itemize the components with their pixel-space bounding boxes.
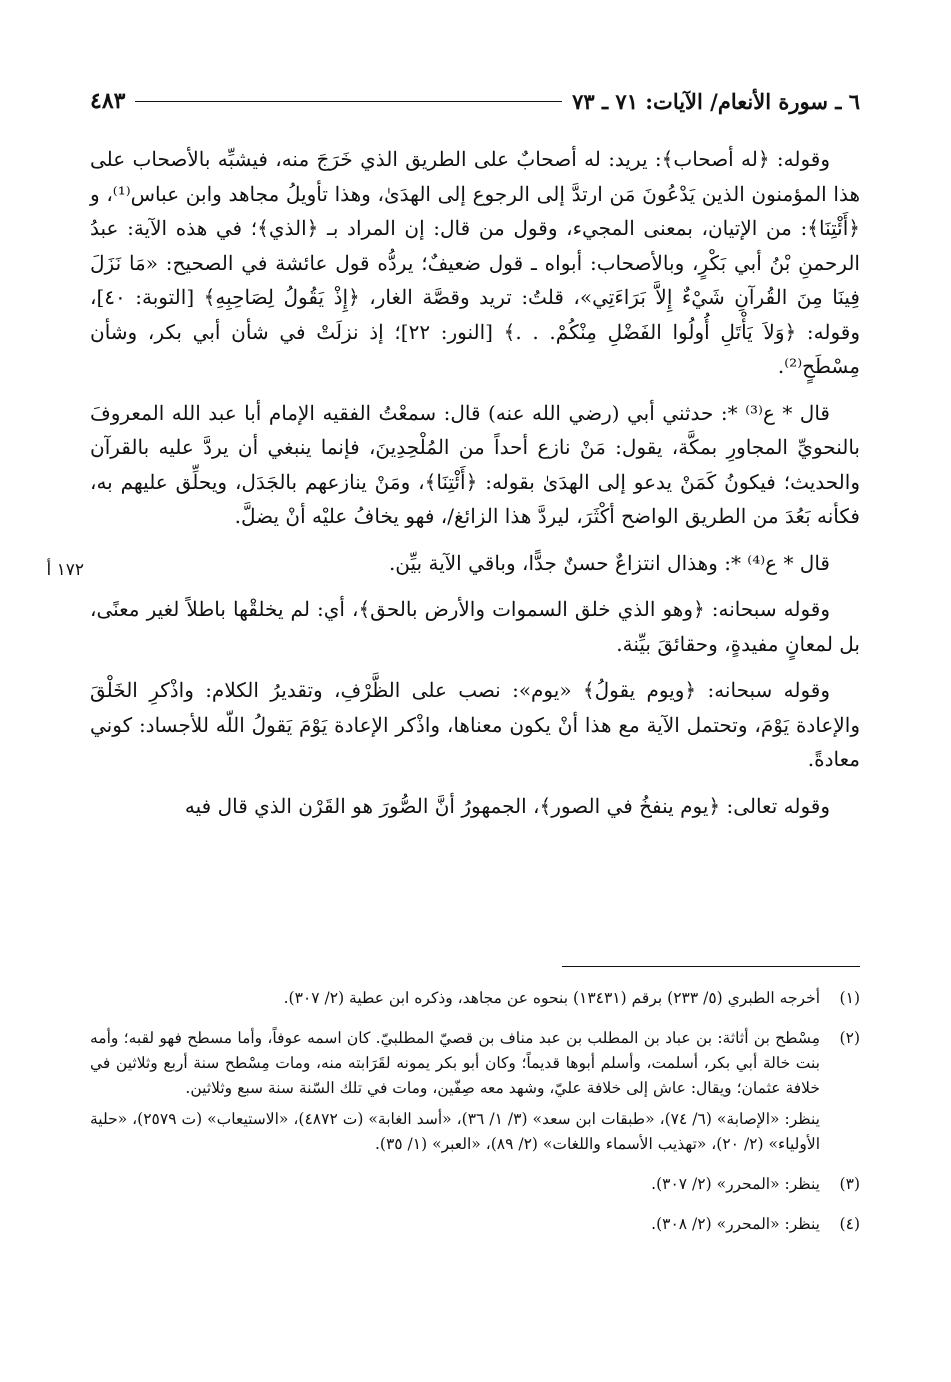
page-header <box>90 84 860 118</box>
running-title: ٦ ـ سورة الأنعام/ الآيات: ٧١ ـ ٧٣ <box>572 88 860 114</box>
footnote-text: أخرجه الطبري (٥/ ٢٣٣) برقم (١٣٤٣١) بنحوه عن مجاهد، وذكره ابن عطية (٢/ ٣٠٧). <box>283 989 820 1007</box>
footnote-text: مِسْطح بن أثاثة: بن عباد بن المطلب بن عبد مناف بن قصيّ المطلبيّ. كان اسمه عوفاً، وأما مسطح فهو لقبه؛ وأمه بنت خالة أبي بكر، أسلمت، وأسلم أبوها قديماً؛ وكان أبو بكر يمونه لقَرَابته منه، ومات مِسْطح سنة أربع وثلاثين في خلافة عثمان؛ ويقال: عاش إلى خلافة عليّ، وشهد معه صِفّين، ومات في تلك السّنة سنة سبع وثلاثين. <box>90 1029 820 1097</box>
paragraph: وقوله تعالى: ﴿يوم ينفخُ في الصور﴾، الجمهورُ أنَّ الصُّورَ هو القَرْن الذي قال فيه <box>184 793 830 818</box>
footnote-text: ينظر: «المحرر» (٢/ ٣٠٧). <box>651 1175 820 1193</box>
main-text <box>90 142 860 835</box>
footnote-text: ينظر: «المحرر» (٢/ ٣٠٨). <box>651 1215 820 1233</box>
page-number: ٤٨٣ <box>90 88 126 114</box>
paragraph: وقوله: ﴿له أصحاب﴾: يريد: له أصحابٌ على الطريق الذي خَرَجَ منه، فيشبِّه بالأصحاب على هذا المؤمنون الذين يَدْعُونَ مَن ارتدَّ إلى الرجوع إلى الهدَىٰ، وهذا تأويلُ مجاهد وابن عباس⁽¹⁾، و ﴿أَئْتِنَا﴾: من الإتيان، بمعنى المجيء، وقول من قال: إن المراد بـ ﴿الذي﴾؛ في هذه الآية: عبدُ الرحمنِ بْنُ أبي بَكْرٍ، وبالأصحاب: أبواه ـ قول ضعيفٌ؛ يردُّه قول عائشة في الصحيح: «مَا نَزَلَ فِينَا مِنَ القُرآنِ شَيْءٌ إِلاَّ بَرَاءَتِي»، قلتُ: تريد وقصَّة الغار، ﴿إِذْ يَقُولُ لِصَاحِبِهِ﴾ [التوبة: ٤٠]، وقوله: ﴿وَلاَ يَأْتَلِ أُولُوا الفَضْلِ مِنْكُمْ. . .﴾ [النور: ٢٢]؛ إذ نزلَتْ في شأن أبي بكر، وشأن مِسْطَحٍ⁽²⁾. <box>90 147 860 378</box>
header-rule <box>135 101 562 102</box>
footnote-number: (٢) <box>839 1029 860 1047</box>
footnote <box>90 986 860 1017</box>
footnote-number: (٤) <box>839 1215 860 1233</box>
footnote-separator <box>562 966 860 967</box>
paragraph: وقوله سبحانه: ﴿وهو الذي خلق السموات والأرض بالحق﴾، أي: لم يخلقْها باطلاً لغير معنًى، بل لمعانٍ مفيدةٍ، وحقائقَ بيِّنة. <box>90 597 860 656</box>
footnote <box>90 1212 860 1243</box>
paragraph: وقوله سبحانه: ﴿ويوم يقولُ﴾ «يوم»: نصب على الظَّرْفِ، وتقديرُ الكلام: واذْكرِ الخَلْقَ والإعادة يَوْمَ، وتحتمل الآية مع هذا أنْ يكون معناها، واذْكر الإعادة يَوْمَ يَقولُ اللّه للأجساد: كوني معادةً. <box>90 678 860 771</box>
paragraph: قال * ع⁽³⁾ *: حدثني أبي (رضي الله عنه) قال: سمعْتُ الفقيه الإمام أبا عبد الله المعروفَ بالنحويِّ المجاورِ بمكَّة، يقول: مَنْ نازع أحداً من المُلْحِدِينَ، فإنما ينبغي أن يردَّ عليه بالقرآن والحديث؛ فيكونُ كَمَنْ يدعو إلى الهدَىٰ بقوله: ﴿أَئْتِنَا﴾، ومَنْ ينازعهم بالجَدَل، ويحلِّق عليهم به، فكأنه بَعُدَ من الطريق الواضح أكْثَرَ، ليردَّ هذا الزائغ/، فهو يخافُ عليْه أنْ يضلَّ. <box>90 400 860 528</box>
footnotes <box>90 986 860 1252</box>
footnote-number: (٣) <box>839 1175 860 1193</box>
manuscript-folio-note: ١٧٢ أ <box>46 560 84 580</box>
footnote <box>90 1026 860 1163</box>
footnote <box>90 1172 860 1203</box>
footnote-text: ينظر: «الإصابة» (٦/ ٧٤)، «طبقات ابن سعد» (٣/ ١/ ٣٦)، «أسد الغابة» (ت ٤٨٧٢)، «الاستيعاب» (ت ٢٥٧٩)، «حلية الأولياء» (٢/ ٢٠)، «تهذيب الأسماء واللغات» (٢/ ٨٩)، «العبر» (١/ ٣٥). <box>90 1110 820 1153</box>
footnote-number: (١) <box>839 989 860 1007</box>
paragraph: قال * ع⁽⁴⁾ *: وهذال انتزاعٌ حسنٌ جدًّا، وباقي الآية بيِّن. <box>388 550 830 575</box>
